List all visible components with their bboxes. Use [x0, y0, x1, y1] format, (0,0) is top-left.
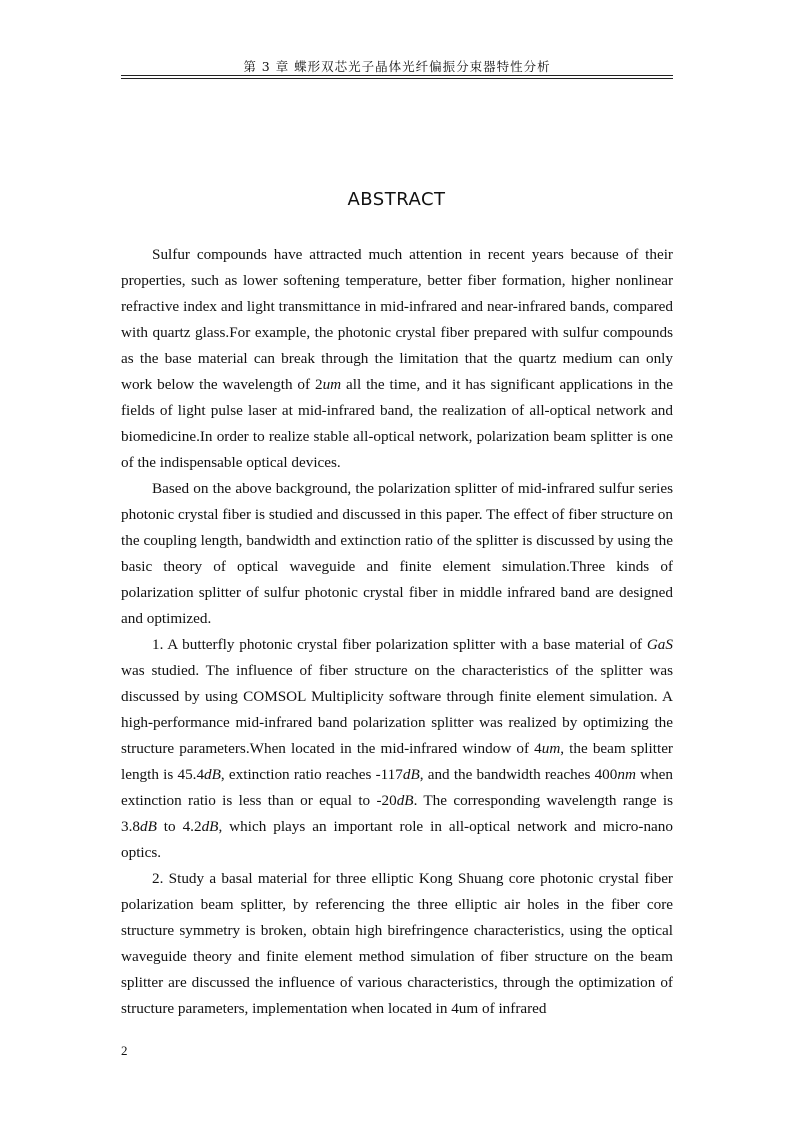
- paragraph-text: when extinction ratio is less than or equal to: [121, 766, 674, 809]
- paragraph-text: 1. A butterfly photonic crystal fiber polarization splitter with a base material of: [152, 636, 647, 653]
- paragraph-text: , which plays an important role in all-optical network and micro-nano optics.: [121, 818, 673, 861]
- header-rule-thin: [121, 78, 673, 79]
- unit: dB: [204, 766, 221, 783]
- paragraph-4: 2. Study a basal material for three elliptic Kong Shuang core photonic crystal fiber polarization beam splitter, by referencing the three elliptic air holes in the fiber core structure symmetry is broken, obtain high birefringence characteristics, using the optical waveguide theory and finite element method simulation of fiber structure on the beam splitter are discussed the influence of various characteristics, through the optimization of structure parameters, implementation when located in 4um of infrared: [121, 870, 673, 1017]
- paragraph-text: , and the bandwidth reaches: [419, 766, 595, 783]
- running-header: 第 3 章 蝶形双芯光子晶体光纤偏振分束器特性分析: [243, 59, 551, 74]
- abstract-title: ABSTRACT: [347, 189, 446, 210]
- header-rule: [121, 75, 673, 76]
- paragraph-text: all the time, and it has significant applications in the fields of light pulse laser at mid-infrared band, the realization of all-optical network and biomedicine.In order to realize stable all-optical network, polarization beam splitter is one of the indispensable optical devices.: [121, 376, 673, 471]
- unit: dB: [396, 792, 414, 809]
- unit: um: [541, 740, 561, 757]
- value: 2: [314, 376, 323, 393]
- paragraph-text: Sulfur compounds have attracted much attention in recent years because of their properties, such as lower softening temperature, better fiber formation, higher nonlinear refractive index and light transmittance in mid-infrared and near-infrared bands, compared with quartz glass.For example, the photonic crystal fiber prepared with sulfur compounds as the base material can break through the limitation that the quartz medium can only work below the wavelength of: [121, 246, 673, 393]
- paragraph-text: , extinction ratio reaches: [220, 766, 376, 783]
- paragraph-text: was studied. The influence of fiber structure on the characteristics of the splitter was discussed by using COMSOL Multiplicity software through finite element simulation. A high-performance mid-infrared band polarization splitter was realized by optimizing the structure parameters.When located in the mid-infrared window of: [121, 662, 673, 757]
- unit: nm: [617, 766, 636, 783]
- value: -20: [376, 792, 397, 809]
- value: 3.8: [121, 818, 140, 835]
- paragraph-text: , the beam splitter length is: [121, 740, 673, 783]
- paragraph-3: [121, 632, 673, 866]
- paragraph-1: [121, 242, 673, 476]
- paragraph-text: . The corresponding wavelength range is: [413, 792, 673, 809]
- value: 4.2: [182, 818, 202, 835]
- material-name: GaS: [646, 636, 673, 653]
- value: 400: [594, 766, 618, 783]
- unit: dB: [201, 818, 219, 835]
- paragraph-2: Based on the above background, the polarization splitter of mid-infrared sulfur series photonic crystal fiber is studied and discussed in this paper. The effect of fiber structure on the coupling length, bandwidth and extinction ratio of the splitter is discussed by using the basic theory of optical waveguide and finite element simulation.Three kinds of polarization splitter of sulfur photonic crystal fiber in middle infrared band are designed and optimized.: [121, 480, 673, 627]
- value: -117: [375, 766, 403, 783]
- unit: dB: [139, 818, 157, 835]
- paragraph-text: to: [156, 818, 183, 835]
- abstract-body: [121, 242, 673, 1022]
- unit: dB: [402, 766, 420, 783]
- unit: um: [322, 376, 342, 393]
- value: 4: [534, 740, 542, 757]
- page-number: 2: [121, 1043, 128, 1058]
- value: 45.4: [177, 766, 205, 783]
